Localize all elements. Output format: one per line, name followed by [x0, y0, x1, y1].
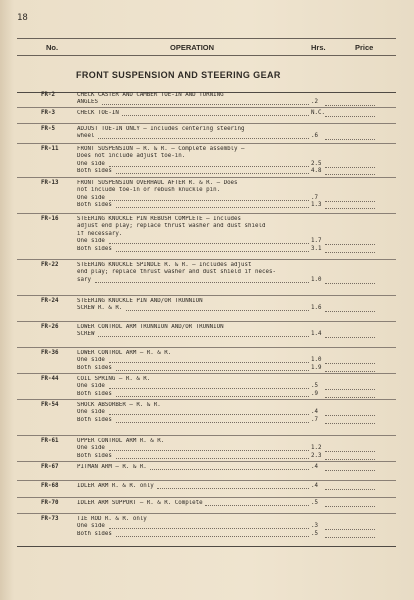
operation-code: FR-36 — [41, 350, 59, 356]
description-line: One side — [77, 523, 105, 530]
operation-description — [77, 438, 305, 460]
hours-value: 1.0 — [311, 276, 322, 283]
operation-description — [77, 500, 305, 507]
hours-value: .6 — [311, 133, 318, 140]
row-divider — [17, 107, 396, 108]
price-blank — [325, 132, 375, 140]
operation-code: FR-11 — [41, 146, 59, 152]
description-line: not include toe-in or rebush knuckle pin. — [77, 187, 221, 194]
description-line: Both sides — [77, 168, 112, 175]
operation-code: FR-24 — [41, 298, 59, 304]
price-blank — [325, 530, 375, 538]
operation-description — [77, 376, 305, 398]
description-line: Both sides — [77, 452, 112, 459]
operation-code: FR-2 — [41, 92, 55, 98]
operation-description — [77, 516, 305, 538]
operation-code: FR-13 — [41, 180, 59, 186]
description-line: if necessary. — [77, 230, 123, 237]
hours-value: .4 — [311, 409, 318, 416]
col-price: Price — [355, 43, 374, 52]
operation-description — [77, 92, 305, 107]
col-operation: OPERATION — [170, 43, 215, 52]
hours-value: .3 — [311, 523, 318, 530]
description-line: PITMAN ARM — R. & R. — [77, 464, 147, 470]
description-line: sary — [77, 276, 91, 283]
hours-value: .7 — [311, 194, 318, 201]
price-blank — [325, 276, 375, 284]
price-blank — [325, 416, 375, 424]
hours-value: 1.9 — [311, 364, 322, 371]
description-line: STEERING KNUCKLE PIN AND/OR TRUNNION — [77, 298, 203, 304]
hours-value: .5 — [311, 530, 318, 537]
operation-code: FR-5 — [41, 126, 55, 132]
hours-value: .2 — [311, 99, 318, 106]
price-blank — [325, 245, 375, 253]
description-line: One side — [77, 383, 105, 390]
description-line: adjust end play; replace thrust washer and dust shield — [77, 223, 266, 230]
row-divider — [17, 497, 396, 498]
description-line: One side — [77, 409, 105, 416]
description-line: One side — [77, 445, 105, 452]
operation-description — [77, 216, 305, 253]
description-line: Both sides — [77, 530, 112, 537]
price-blank — [325, 364, 375, 372]
operation-code: FR-54 — [41, 402, 59, 408]
description-line: Both sides — [77, 390, 112, 397]
description-line: STEERING KNUCKLE SPINDLE R. & R. — Includes adjust — [77, 262, 252, 268]
operation-code: FR-70 — [41, 500, 59, 506]
description-line: FRONT SUSPENSION — R. & R. — Complete assembly — — [77, 146, 245, 152]
hours-value: 2.3 — [311, 452, 322, 459]
operation-code: FR-16 — [41, 216, 59, 222]
table-header — [17, 38, 396, 56]
row-divider — [17, 259, 396, 260]
hours-value: 1.7 — [311, 238, 322, 245]
row-divider — [17, 177, 396, 178]
col-hrs: Hrs. — [311, 43, 326, 52]
description-line: STEERING KNUCKLE PIN REBUSH COMPLETE — Includes — [77, 216, 242, 222]
price-blank — [325, 201, 375, 209]
hours-value: N.C. — [311, 110, 325, 116]
description-line: wheel — [77, 133, 95, 140]
description-line: CHECK CASTER AND CAMBER TOE-IN AND TURNING — [77, 92, 224, 98]
price-blank — [325, 98, 375, 106]
price-blank — [325, 463, 375, 471]
description-line: UPPER CONTROL ARM R. & R. — [77, 438, 165, 444]
operation-description — [77, 464, 305, 471]
operation-description — [77, 324, 305, 339]
hours-value: 1.0 — [311, 357, 322, 364]
row-divider — [17, 143, 396, 144]
description-line: Both sides — [77, 245, 112, 252]
hours-value: 1.6 — [311, 305, 322, 312]
hours-value: .7 — [311, 416, 318, 423]
operation-description — [77, 262, 305, 284]
operation-description — [77, 298, 305, 313]
bottom-rule — [17, 546, 396, 547]
description-line: SCREW — [77, 331, 95, 338]
hours-value: 1.3 — [311, 202, 322, 209]
operation-description — [77, 180, 305, 210]
page-number: 18 — [17, 13, 28, 23]
price-blank — [325, 304, 375, 312]
description-line: CHECK TOE-IN — [77, 110, 119, 116]
description-line: One side — [77, 238, 105, 245]
description-line: LOWER CONTROL ARM TRUNNION AND/OR TRUNNION — [77, 324, 224, 330]
operation-description — [77, 350, 305, 372]
operation-description — [77, 146, 305, 176]
operation-code: FR-3 — [41, 110, 55, 116]
price-blank — [325, 330, 375, 338]
row-divider — [17, 435, 396, 436]
operation-description — [77, 126, 305, 141]
section-title: FRONT SUSPENSION AND STEERING GEAR — [76, 70, 281, 80]
operation-description — [77, 483, 305, 490]
operation-code: FR-26 — [41, 324, 59, 330]
hours-value: 2.5 — [311, 160, 322, 167]
operation-code: FR-67 — [41, 464, 59, 470]
description-line: IDLER ARM R. & R. only — [77, 483, 154, 489]
description-line: One side — [77, 160, 105, 167]
row-divider — [17, 347, 396, 348]
col-no: No. — [46, 43, 59, 52]
description-line: SHOCK ABSORBER — R. & R. — [77, 402, 161, 408]
row-divider — [17, 399, 396, 400]
hours-value: 1.4 — [311, 331, 322, 338]
row-divider — [17, 480, 396, 481]
hours-value: 4.8 — [311, 168, 322, 175]
operation-code: FR-44 — [41, 376, 59, 382]
price-blank — [325, 109, 375, 117]
operation-code: FR-61 — [41, 438, 59, 444]
hours-value: .9 — [311, 390, 318, 397]
price-blank — [325, 452, 375, 460]
description-line: Both sides — [77, 416, 112, 423]
description-line: IDLER ARM SUPPORT — R. & R. Complete — [77, 500, 203, 506]
operation-description — [77, 402, 305, 424]
description-line: FRONT SUSPENSION OVERHAUL AFTER R. & R. — Does — [77, 180, 238, 186]
hours-value: 1.2 — [311, 445, 322, 452]
description-line: One side — [77, 194, 105, 201]
operation-code: FR-73 — [41, 516, 59, 522]
description-line: LOWER CONTROL ARM — R. & R. — [77, 350, 172, 356]
hours-value: .5 — [311, 500, 318, 506]
description-line: Both sides — [77, 364, 112, 371]
operation-code: FR-22 — [41, 262, 59, 268]
description-line: Does not include adjust toe-in. — [77, 153, 186, 160]
description-line: ADJUST TOE-IN ONLY — Includes centering steering — [77, 126, 245, 132]
operation-code: FR-68 — [41, 483, 59, 489]
row-divider — [17, 321, 396, 322]
hours-value: .5 — [311, 383, 318, 390]
description-line: COIL SPRING — R. & R. — [77, 376, 151, 382]
row-divider — [17, 123, 396, 124]
hours-value: .4 — [311, 464, 318, 470]
row-divider — [17, 513, 396, 514]
description-line: end play; replace thrust washer and dust shield if neces- — [77, 269, 276, 276]
description-line: One side — [77, 357, 105, 364]
description-line: Both sides — [77, 202, 112, 209]
row-divider — [17, 213, 396, 214]
hours-value: .4 — [311, 483, 318, 489]
row-divider — [17, 461, 396, 462]
price-blank — [325, 482, 375, 490]
row-divider — [17, 373, 396, 374]
description-line: SCREW R. & R. — [77, 305, 123, 312]
hours-value: 3.1 — [311, 245, 322, 252]
row-divider — [17, 295, 396, 296]
description-line: ANGLES — [77, 99, 98, 106]
price-blank — [325, 167, 375, 175]
operation-description — [77, 110, 305, 117]
description-line: TIE ROD R. & R. only — [77, 516, 147, 522]
price-blank — [325, 499, 375, 507]
price-blank — [325, 390, 375, 398]
